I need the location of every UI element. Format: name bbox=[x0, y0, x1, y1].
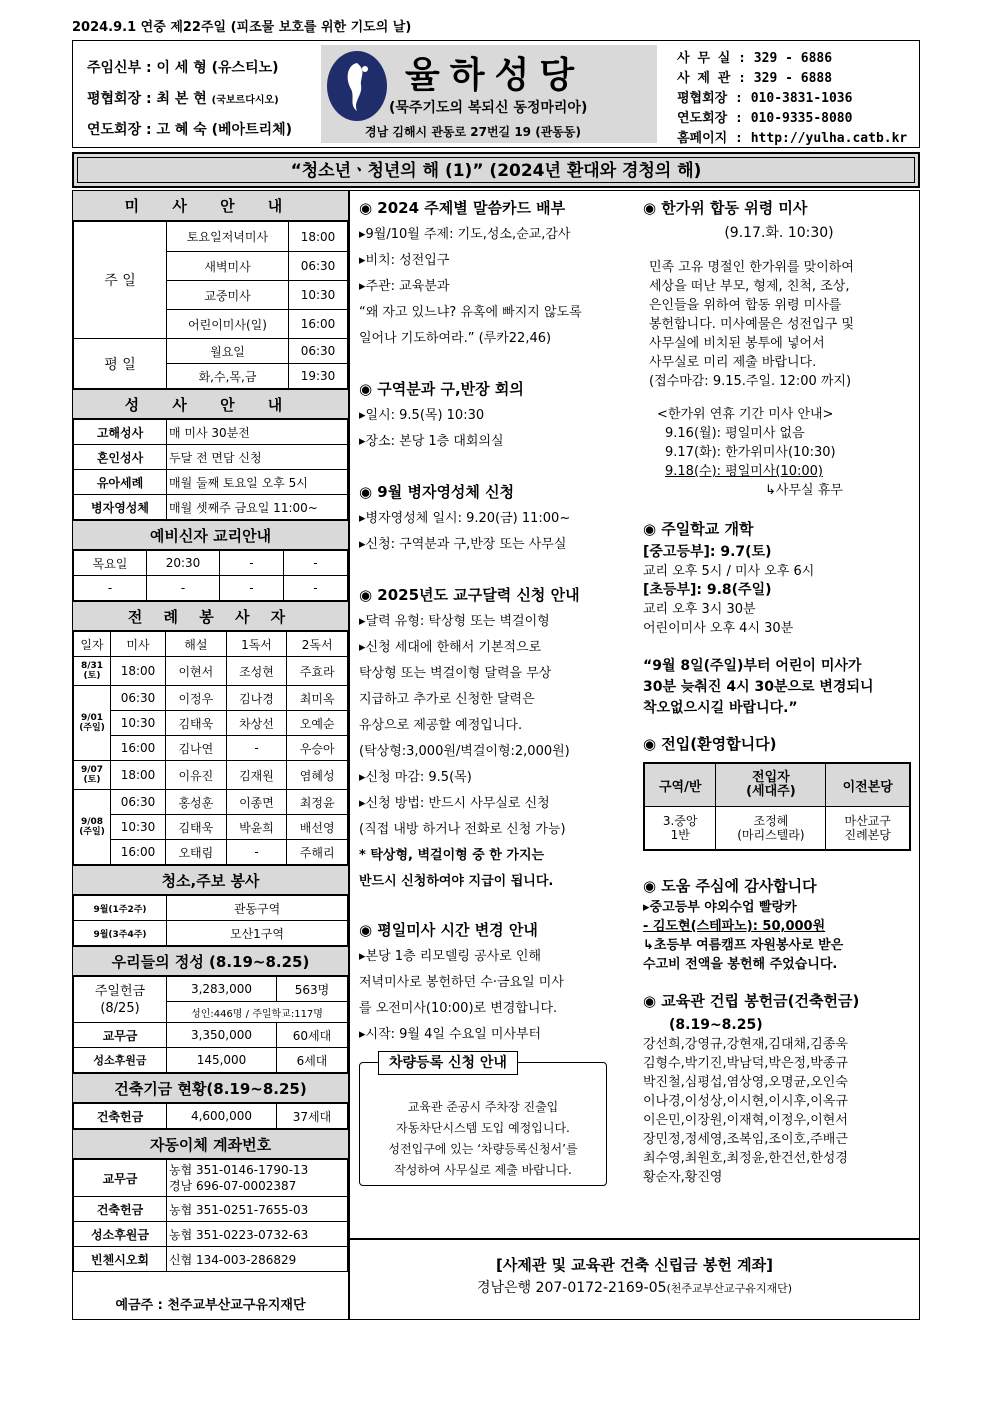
meeting-line: ▸일시: 9.5(목) 10:30 bbox=[359, 408, 485, 423]
header-staff bbox=[87, 53, 317, 146]
catechumen-title: 예비신자 교리안내 bbox=[73, 520, 348, 550]
homepage[interactable]: 홈페이지 : http://yulha.catb.kr bbox=[677, 131, 908, 146]
mass-guide-table bbox=[73, 221, 348, 389]
sacrament-table bbox=[73, 419, 348, 520]
liturgy-header: 미사 bbox=[111, 632, 166, 657]
school-notice: 30분 늦춰진 4시 30분으로 변경되니 bbox=[643, 679, 874, 695]
mass-name: 어린이미사(일) bbox=[167, 310, 289, 339]
weekday-label: 평 일 bbox=[74, 339, 167, 389]
sacrament-label: 유아세례 bbox=[74, 470, 167, 495]
mass-time: 10:30 bbox=[289, 281, 348, 310]
liturgy-cell: 이정우 bbox=[166, 686, 227, 711]
church-logo-icon bbox=[327, 51, 387, 121]
holiday-mass-line: 9.18(수): 평일미사(10:00) bbox=[665, 464, 823, 479]
weekday-change-line: ▸본당 1층 리모델링 공사로 인해 bbox=[359, 949, 542, 964]
liturgy-cell: 배선영 bbox=[287, 815, 348, 840]
liturgy-cell: 김재원 bbox=[226, 761, 287, 790]
sunday-offering-count: 563명 bbox=[277, 977, 348, 1002]
donor-names: 장민정,정세영,조복임,조이호,주배근 bbox=[643, 1132, 848, 1147]
construction-account-title: [사제관 및 교육관 건축 신립금 봉헌 계좌] bbox=[496, 1256, 773, 1274]
holiday-mass-line: 9.16(월): 평일미사 없음 bbox=[665, 426, 805, 441]
calendar-line: ▸신청 세대에 한해서 기본적으로 bbox=[359, 640, 542, 655]
liturgy-cell: 주해리 bbox=[287, 840, 348, 865]
sacrament-value: 두달 전 면담 신청 bbox=[167, 445, 348, 470]
offering-table bbox=[73, 976, 348, 1073]
offering-amount: 3,350,000 bbox=[167, 1023, 277, 1048]
construction-account-line: 경남은행 207-0172-2169-05(천주교부산교구유지재단) bbox=[477, 1280, 792, 1296]
parking-notice-title: 차량등록 신청 안내 bbox=[378, 1051, 518, 1075]
pastor-line: 주임신부 : 이 세 형 (유스티노) bbox=[87, 60, 279, 76]
weekday-change-line: 를 오전미사(10:00)로 변경합니다. bbox=[359, 1001, 558, 1016]
church-address: 경남 김해시 관동로 27번길 19 (관동동) bbox=[365, 125, 581, 139]
cleaning-title: 청소,주보 봉사 bbox=[73, 865, 348, 895]
calendar-line: 탁상형 또는 벽걸이형 달력을 무상 bbox=[359, 666, 552, 681]
card-title: ◉ 2024 주제별 말씀카드 배부 bbox=[359, 199, 566, 217]
card-quote: 일어나 기도하여라.” (루카22,46) bbox=[359, 331, 552, 346]
building-fund-amount: 4,600,000 bbox=[167, 1104, 277, 1129]
parking-line: 성전입구에 있는 ‘차량등록신청서’를 bbox=[388, 1142, 578, 1156]
thanks-line: 수고비 전액을 봉헌해 주었습니다. bbox=[643, 957, 838, 972]
liturgy-cell: 16:00 bbox=[111, 840, 166, 865]
liturgy-cell: 18:00 bbox=[111, 761, 166, 790]
liturgy-cell: 최정윤 bbox=[287, 790, 348, 815]
catechumen-cell: - bbox=[220, 576, 284, 601]
catechumen-table bbox=[73, 550, 348, 601]
welcome-cell: 마산교구 진례본당 bbox=[826, 807, 910, 851]
donor-names: 김형수,박기진,박남덕,박은정,박종규 bbox=[643, 1056, 848, 1071]
liturgy-cell: 06:30 bbox=[111, 686, 166, 711]
liturgy-cell: 이종면 bbox=[226, 790, 287, 815]
transfer-account: 신협 134-003-286829 bbox=[167, 1247, 348, 1272]
sick-communion-title: ◉ 9월 병자영성체 신청 bbox=[359, 483, 515, 501]
sunday-offering-amount: 3,283,000 bbox=[167, 977, 277, 1002]
liturgy-cell: 염혜성 bbox=[287, 761, 348, 790]
sick-communion-line: ▸신청: 구역분과 구,반장 또는 사무실 bbox=[359, 537, 567, 552]
sacrament-value: 매월 둘째 토요일 오후 5시 bbox=[167, 470, 348, 495]
cleaning-value: 모산1구역 bbox=[167, 921, 348, 946]
mass-name: 교중미사 bbox=[167, 281, 289, 310]
transfer-account: 농협 351-0251-7655-03 bbox=[167, 1197, 348, 1222]
mass-name: 새벽미사 bbox=[167, 252, 289, 281]
liturgy-cell: 조성현 bbox=[226, 657, 287, 686]
offering-count: 60세대 bbox=[277, 1023, 348, 1048]
school-line: [초등부]: 9.8(주일) bbox=[643, 582, 772, 598]
parking-line: 자동차단시스템 도입 예정입니다. bbox=[396, 1121, 570, 1135]
catechumen-cell: - bbox=[284, 551, 348, 576]
bulletin-body bbox=[72, 190, 920, 1320]
liturgy-cell: 10:30 bbox=[111, 711, 166, 736]
offering-label: 성소후원금 bbox=[74, 1048, 167, 1073]
meeting-line: ▸장소: 본당 1층 대회의실 bbox=[359, 434, 504, 449]
transfer-label: 건축헌금 bbox=[74, 1197, 167, 1222]
welcome-title: ◉ 전입(환영합니다) bbox=[643, 735, 777, 753]
school-line: [중고등부]: 9.7(토) bbox=[643, 544, 772, 560]
liturgy-cell: 오예순 bbox=[287, 711, 348, 736]
mass-guide-title: 미 사 안 내 bbox=[73, 191, 348, 221]
liturgy-cell: 차상선 bbox=[226, 711, 287, 736]
calendar-line: ▸신청 마감: 9.5(목) bbox=[359, 770, 472, 785]
council-president-line: 평협회장 : 최 본 현 (국보르다시오) bbox=[87, 91, 279, 107]
cleaning-table bbox=[73, 895, 348, 946]
chuseok-line: 봉헌합니다. 미사예물은 성전입구 및 bbox=[649, 317, 854, 332]
liturgy-cell: 오태림 bbox=[166, 840, 227, 865]
weekday-change-line: ▸시작: 9월 4일 수요일 미사부터 bbox=[359, 1027, 542, 1042]
right-column bbox=[643, 197, 915, 1187]
building-fund-count: 37세대 bbox=[277, 1104, 348, 1129]
rectory-phone: 사 제 관 : 329 - 6888 bbox=[677, 71, 833, 86]
sacrament-label: 혼인성사 bbox=[74, 445, 167, 470]
liturgy-title: 전 례 봉 사 자 bbox=[73, 601, 348, 631]
parking-notice-text bbox=[360, 1097, 606, 1181]
header-contacts bbox=[677, 49, 917, 149]
cleaning-label: 9월(1주2주) bbox=[74, 896, 167, 921]
liturgy-date: 9/07 (토) bbox=[74, 761, 111, 790]
building-fund-title: 건축기금 현황(8.19~8.25) bbox=[73, 1073, 348, 1103]
liturgy-cell: 김나경 bbox=[226, 686, 287, 711]
council-phone: 평협회장 : 010-3831-1036 bbox=[677, 91, 853, 106]
chuseok-line: 세상을 떠난 부모, 형제, 친척, 조상, bbox=[649, 279, 850, 294]
church-title-block bbox=[321, 45, 657, 143]
theme-banner-text: “청소년ㆍ청년의 해 (1)” (2024년 환대와 경청의 해) bbox=[77, 157, 915, 183]
church-patron: (묵주기도의 복되신 동정마리아) bbox=[389, 100, 588, 116]
liturgy-cell: 06:30 bbox=[111, 790, 166, 815]
church-name: 율하성당 bbox=[405, 54, 585, 96]
card-line: ▸주관: 교육분과 bbox=[359, 279, 450, 294]
sunday-offering-detail: 성인:446명 / 주일학교:117명 bbox=[167, 1002, 348, 1023]
catechumen-cell: - bbox=[147, 576, 220, 601]
sacrament-value: 매 미사 30분전 bbox=[167, 420, 348, 445]
calendar-line: ▸달력 유형: 탁상형 또는 벽걸이형 bbox=[359, 614, 550, 629]
transfer-table bbox=[73, 1159, 348, 1272]
liturgy-cell: 김나연 bbox=[166, 736, 227, 761]
weekday-change-line: 저녁미사로 봉헌하던 수·금요일 미사 bbox=[359, 975, 564, 990]
catechumen-cell: - bbox=[74, 576, 147, 601]
welcome-table bbox=[643, 762, 911, 851]
liturgy-cell: - bbox=[226, 736, 287, 761]
calendar-title: ◉ 2025년도 교구달력 신청 안내 bbox=[359, 586, 580, 604]
liturgy-cell: 우승아 bbox=[287, 736, 348, 761]
calendar-line: (직접 내방 하거나 전화로 신청 가능) bbox=[359, 822, 566, 837]
chuseok-line: 은인들을 위하여 합동 위령 미사를 bbox=[649, 298, 842, 313]
account-owner: 예금주 : 천주교부산교구유지재단 bbox=[115, 1298, 306, 1313]
card-quote: “왜 자고 있느냐? 유혹에 빠지지 않도록 bbox=[359, 305, 582, 320]
calendar-note: 반드시 신청하여야 지급이 됩니다. bbox=[359, 874, 554, 889]
holiday-mass-title: <한가위 연휴 기간 미사 안내> bbox=[657, 407, 834, 422]
liturgy-cell: 10:30 bbox=[111, 815, 166, 840]
chuseok-mass-date: (9.17.화. 10:30) bbox=[724, 225, 834, 241]
mass-name: 토요일저녁미사 bbox=[167, 222, 289, 252]
calendar-line: ▸신청 방법: 반드시 사무실로 신청 bbox=[359, 796, 550, 811]
mass-time: 06:30 bbox=[289, 252, 348, 281]
sacrament-value: 매월 셋째주 금요일 11:00~ bbox=[167, 495, 348, 520]
chuseok-mass-title: ◉ 한가위 합동 위령 미사 bbox=[643, 199, 808, 217]
chuseok-line: (접수마감: 9.15.주일. 12:00 까지) bbox=[649, 374, 852, 389]
school-notice: 착오없으시길 바랍니다.” bbox=[643, 700, 798, 716]
sunday-label: 주 일 bbox=[74, 222, 167, 339]
donor-names: 최수영,최원호,최정윤,한건선,한성경 bbox=[643, 1151, 848, 1166]
meeting-title: ◉ 구역분과 구,반장 회의 bbox=[359, 380, 524, 398]
sick-communion-line: ▸병자영성체 일시: 9.20(금) 11:00~ bbox=[359, 511, 571, 526]
liturgy-cell: - bbox=[226, 840, 287, 865]
liturgy-table bbox=[73, 631, 348, 865]
school-line: 교리 오후 3시 30분 bbox=[643, 602, 756, 617]
thanks-title: ◉ 도움 주심에 감사합니다 bbox=[643, 877, 817, 895]
transfer-label: 빈첸시오회 bbox=[74, 1247, 167, 1272]
liturgy-cell: 김태욱 bbox=[166, 815, 227, 840]
catechumen-cell: 20:30 bbox=[147, 551, 220, 576]
donor-names: 이나경,이성상,이시현,이시후,이옥규 bbox=[643, 1094, 848, 1109]
liturgy-date: 8/31 (토) bbox=[74, 657, 111, 686]
mass-time: 18:00 bbox=[289, 222, 348, 252]
building-fund-table bbox=[73, 1103, 348, 1129]
memorial-phone: 연도회장 : 010-9335-8080 bbox=[677, 111, 853, 126]
office-closed-note: ↳사무실 휴무 bbox=[765, 483, 843, 498]
theme-banner bbox=[72, 152, 920, 188]
weekday-change-title: ◉ 평일미사 시간 변경 안내 bbox=[359, 921, 538, 939]
middle-column bbox=[359, 197, 643, 1186]
donor-names: 강선희,강영규,강현재,김대채,김종욱 bbox=[643, 1037, 848, 1052]
welcome-cell: 조정혜 (마리스텔라) bbox=[716, 807, 826, 851]
offering-amount: 145,000 bbox=[167, 1048, 277, 1073]
catechumen-cell: - bbox=[220, 551, 284, 576]
liturgy-cell: 홍성훈 bbox=[166, 790, 227, 815]
liturgy-header: 해설 bbox=[166, 632, 227, 657]
chuseok-line: 사무실로 미리 제출 바랍니다. bbox=[649, 355, 817, 370]
sacrament-label: 고해성사 bbox=[74, 420, 167, 445]
parking-line: 작성하여 사무실로 제출 바랍니다. bbox=[394, 1163, 572, 1177]
edu-building-period: (8.19~8.25) bbox=[669, 1017, 763, 1033]
parking-line: 교육관 준공시 주차장 진출입 bbox=[407, 1100, 559, 1114]
calendar-line: 유상으로 제공할 예정입니다. bbox=[359, 718, 523, 733]
construction-account-box bbox=[350, 1238, 919, 1319]
liturgy-date: 9/01 (주일) bbox=[74, 686, 111, 761]
liturgy-header: 일자 bbox=[74, 632, 111, 657]
sacrament-label: 병자영성체 bbox=[74, 495, 167, 520]
thanks-line: ▸중고등부 야외수업 빨랑카 bbox=[643, 900, 797, 915]
chuseok-line: 사무실에 비치된 봉투에 넣어서 bbox=[649, 336, 825, 351]
transfer-account: 농협 351-0223-0732-63 bbox=[167, 1222, 348, 1247]
liturgy-date: 9/08 (주일) bbox=[74, 790, 111, 865]
school-notice: “9월 8일(주일)부터 어린이 미사가 bbox=[643, 658, 862, 674]
edu-building-title: ◉ 교육관 건립 봉헌금(건축헌금) bbox=[643, 992, 860, 1010]
calendar-line: 지급하고 추가로 신청한 달력은 bbox=[359, 692, 535, 707]
left-column bbox=[73, 191, 350, 1319]
thanks-line: ↳초등부 여름캠프 자원봉사로 받은 bbox=[643, 938, 844, 953]
offering-title: 우리들의 정성 (8.19~8.25) bbox=[73, 946, 348, 976]
mass-time: 06:30 bbox=[289, 339, 348, 364]
transfer-label: 성소후원금 bbox=[74, 1222, 167, 1247]
cleaning-value: 관동구역 bbox=[167, 896, 348, 921]
mass-time: 16:00 bbox=[289, 310, 348, 339]
thanks-line: - 김도현(스테파노): 50,000원 bbox=[643, 919, 826, 934]
school-title: ◉ 주일학교 개학 bbox=[643, 520, 754, 538]
card-line: ▸9월/10월 주제: 기도,성소,순교,감사 bbox=[359, 227, 571, 242]
cleaning-label: 9월(3주4주) bbox=[74, 921, 167, 946]
school-line: 어린이미사 오후 4시 30분 bbox=[643, 621, 794, 636]
office-phone: 사 무 실 : 329 - 6886 bbox=[677, 51, 833, 66]
transfer-account: 농협 351-0146-1790-13 경남 696-07-0002387 bbox=[167, 1160, 348, 1197]
bulletin-header bbox=[72, 40, 920, 148]
bulletin-date-line: 2024.9.1 연중 제22주일 (피조물 보호를 위한 기도의 날) bbox=[72, 20, 412, 35]
donor-names: 황순자,황진영 bbox=[643, 1170, 723, 1185]
welcome-header: 전입자 (세대주) bbox=[716, 763, 826, 807]
transfer-label: 교무금 bbox=[74, 1160, 167, 1197]
mass-time: 19:30 bbox=[289, 364, 348, 389]
welcome-header: 구역/반 bbox=[644, 763, 716, 807]
liturgy-header: 1독서 bbox=[226, 632, 287, 657]
liturgy-cell: 박윤희 bbox=[226, 815, 287, 840]
welcome-header: 이전본당 bbox=[826, 763, 910, 807]
catechumen-cell: - bbox=[284, 576, 348, 601]
mass-name: 화,수,목,금 bbox=[167, 364, 289, 389]
sunday-offering-label: 주일헌금 (8/25) bbox=[74, 977, 167, 1023]
chuseok-line: 민족 고유 명절인 한가위를 맞이하여 bbox=[649, 260, 854, 275]
offering-label: 교무금 bbox=[74, 1023, 167, 1048]
calendar-line: (탁상형:3,000원/벽걸이형:2,000원) bbox=[359, 744, 570, 759]
liturgy-cell: 김태욱 bbox=[166, 711, 227, 736]
mass-name: 월요일 bbox=[167, 339, 289, 364]
school-line: 교리 오후 5시 / 미사 오후 6시 bbox=[643, 564, 815, 579]
card-line: ▸비치: 성전입구 bbox=[359, 253, 450, 268]
welcome-cell: 3.중앙 1반 bbox=[644, 807, 716, 851]
building-fund-label: 건축헌금 bbox=[74, 1104, 167, 1129]
liturgy-header: 2독서 bbox=[287, 632, 348, 657]
holiday-mass-line: 9.17(화): 한가위미사(10:30) bbox=[665, 445, 836, 460]
calendar-note: * 탁상형, 벽걸이형 중 한 가지는 bbox=[359, 848, 545, 863]
donor-names: 이은민,이장원,이재혁,이정우,이현서 bbox=[643, 1113, 848, 1128]
transfer-title: 자동이체 계좌번호 bbox=[73, 1129, 348, 1159]
sacrament-guide-title: 성 사 안 내 bbox=[73, 389, 348, 419]
liturgy-cell: 18:00 bbox=[111, 657, 166, 686]
offering-count: 6세대 bbox=[277, 1048, 348, 1073]
memorial-president-line: 연도회장 : 고 혜 숙 (베아트리체) bbox=[87, 122, 293, 138]
parking-notice-box bbox=[359, 1055, 607, 1186]
liturgy-cell: 이유진 bbox=[166, 761, 227, 790]
catechumen-cell: 목요일 bbox=[74, 551, 147, 576]
liturgy-cell: 주효라 bbox=[287, 657, 348, 686]
donor-names: 박진철,심평섭,염상영,오명균,오인숙 bbox=[643, 1075, 848, 1090]
liturgy-cell: 이현서 bbox=[166, 657, 227, 686]
liturgy-cell: 16:00 bbox=[111, 736, 166, 761]
liturgy-cell: 최미옥 bbox=[287, 686, 348, 711]
